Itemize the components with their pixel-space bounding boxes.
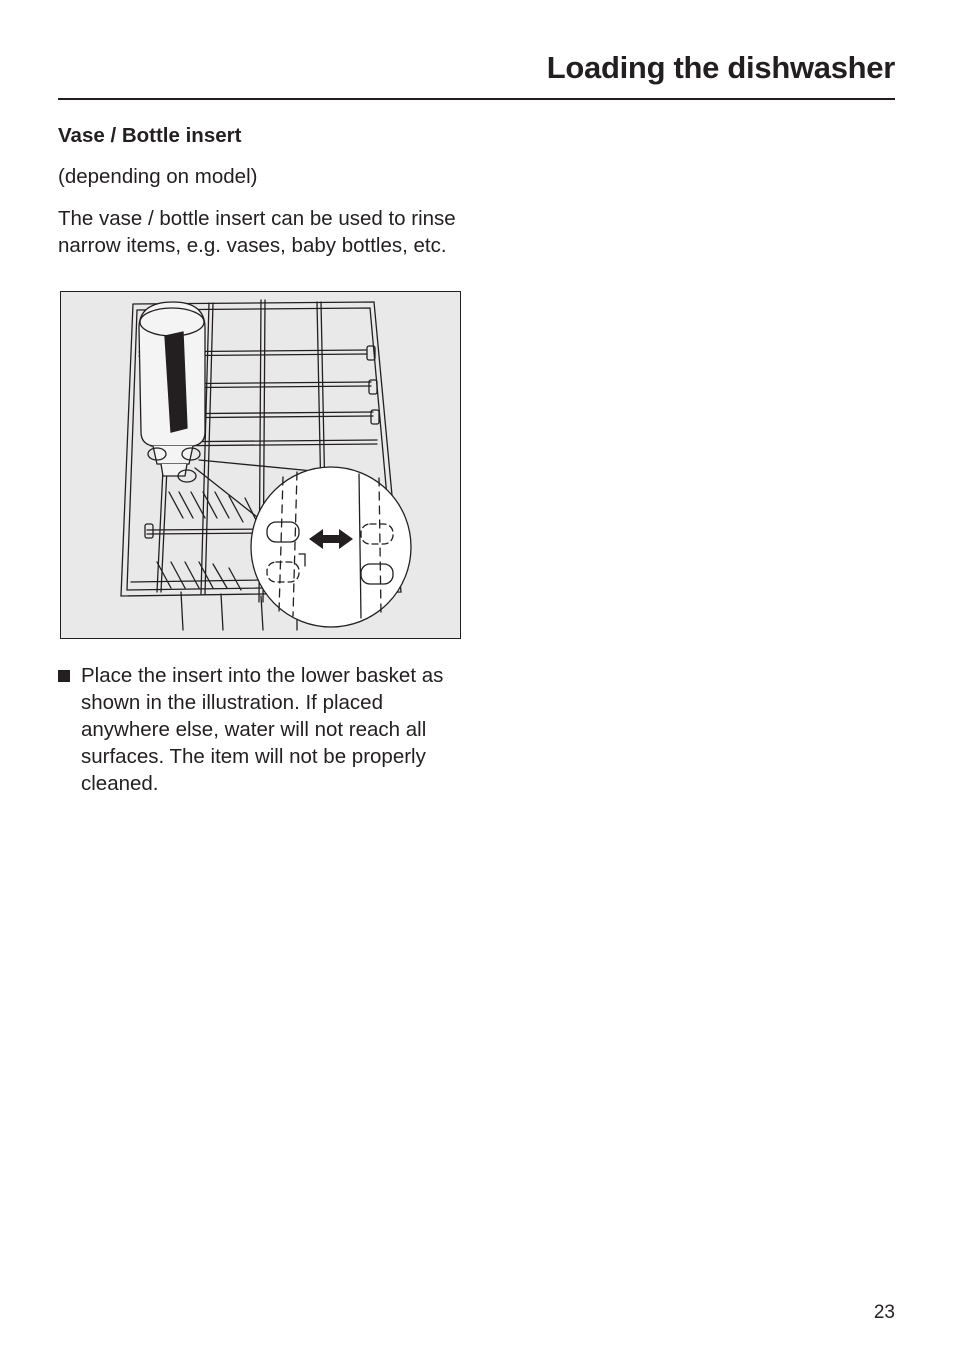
intro-paragraph: The vase / bottle insert can be used to rinse narrow items, e.g. vases, baby bottles, etc. — [58, 207, 456, 257]
page-title: Loading the dishwasher — [546, 50, 895, 85]
bottle-drawing — [139, 302, 205, 476]
detail-magnifier — [251, 467, 411, 627]
square-bullet-icon — [58, 670, 70, 682]
basket-illustration — [60, 291, 461, 639]
section-heading: Vase / Bottle insert — [58, 124, 242, 147]
instruction-text: Place the insert into the lower basket as shown in the illustration. If placed anywhere else, water will not reach all surfaces. The item will not be properly cleaned. — [81, 664, 444, 795]
page-number: 23 — [873, 1302, 895, 1323]
model-note: (depending on model) — [58, 165, 258, 188]
title-rule — [58, 98, 895, 100]
